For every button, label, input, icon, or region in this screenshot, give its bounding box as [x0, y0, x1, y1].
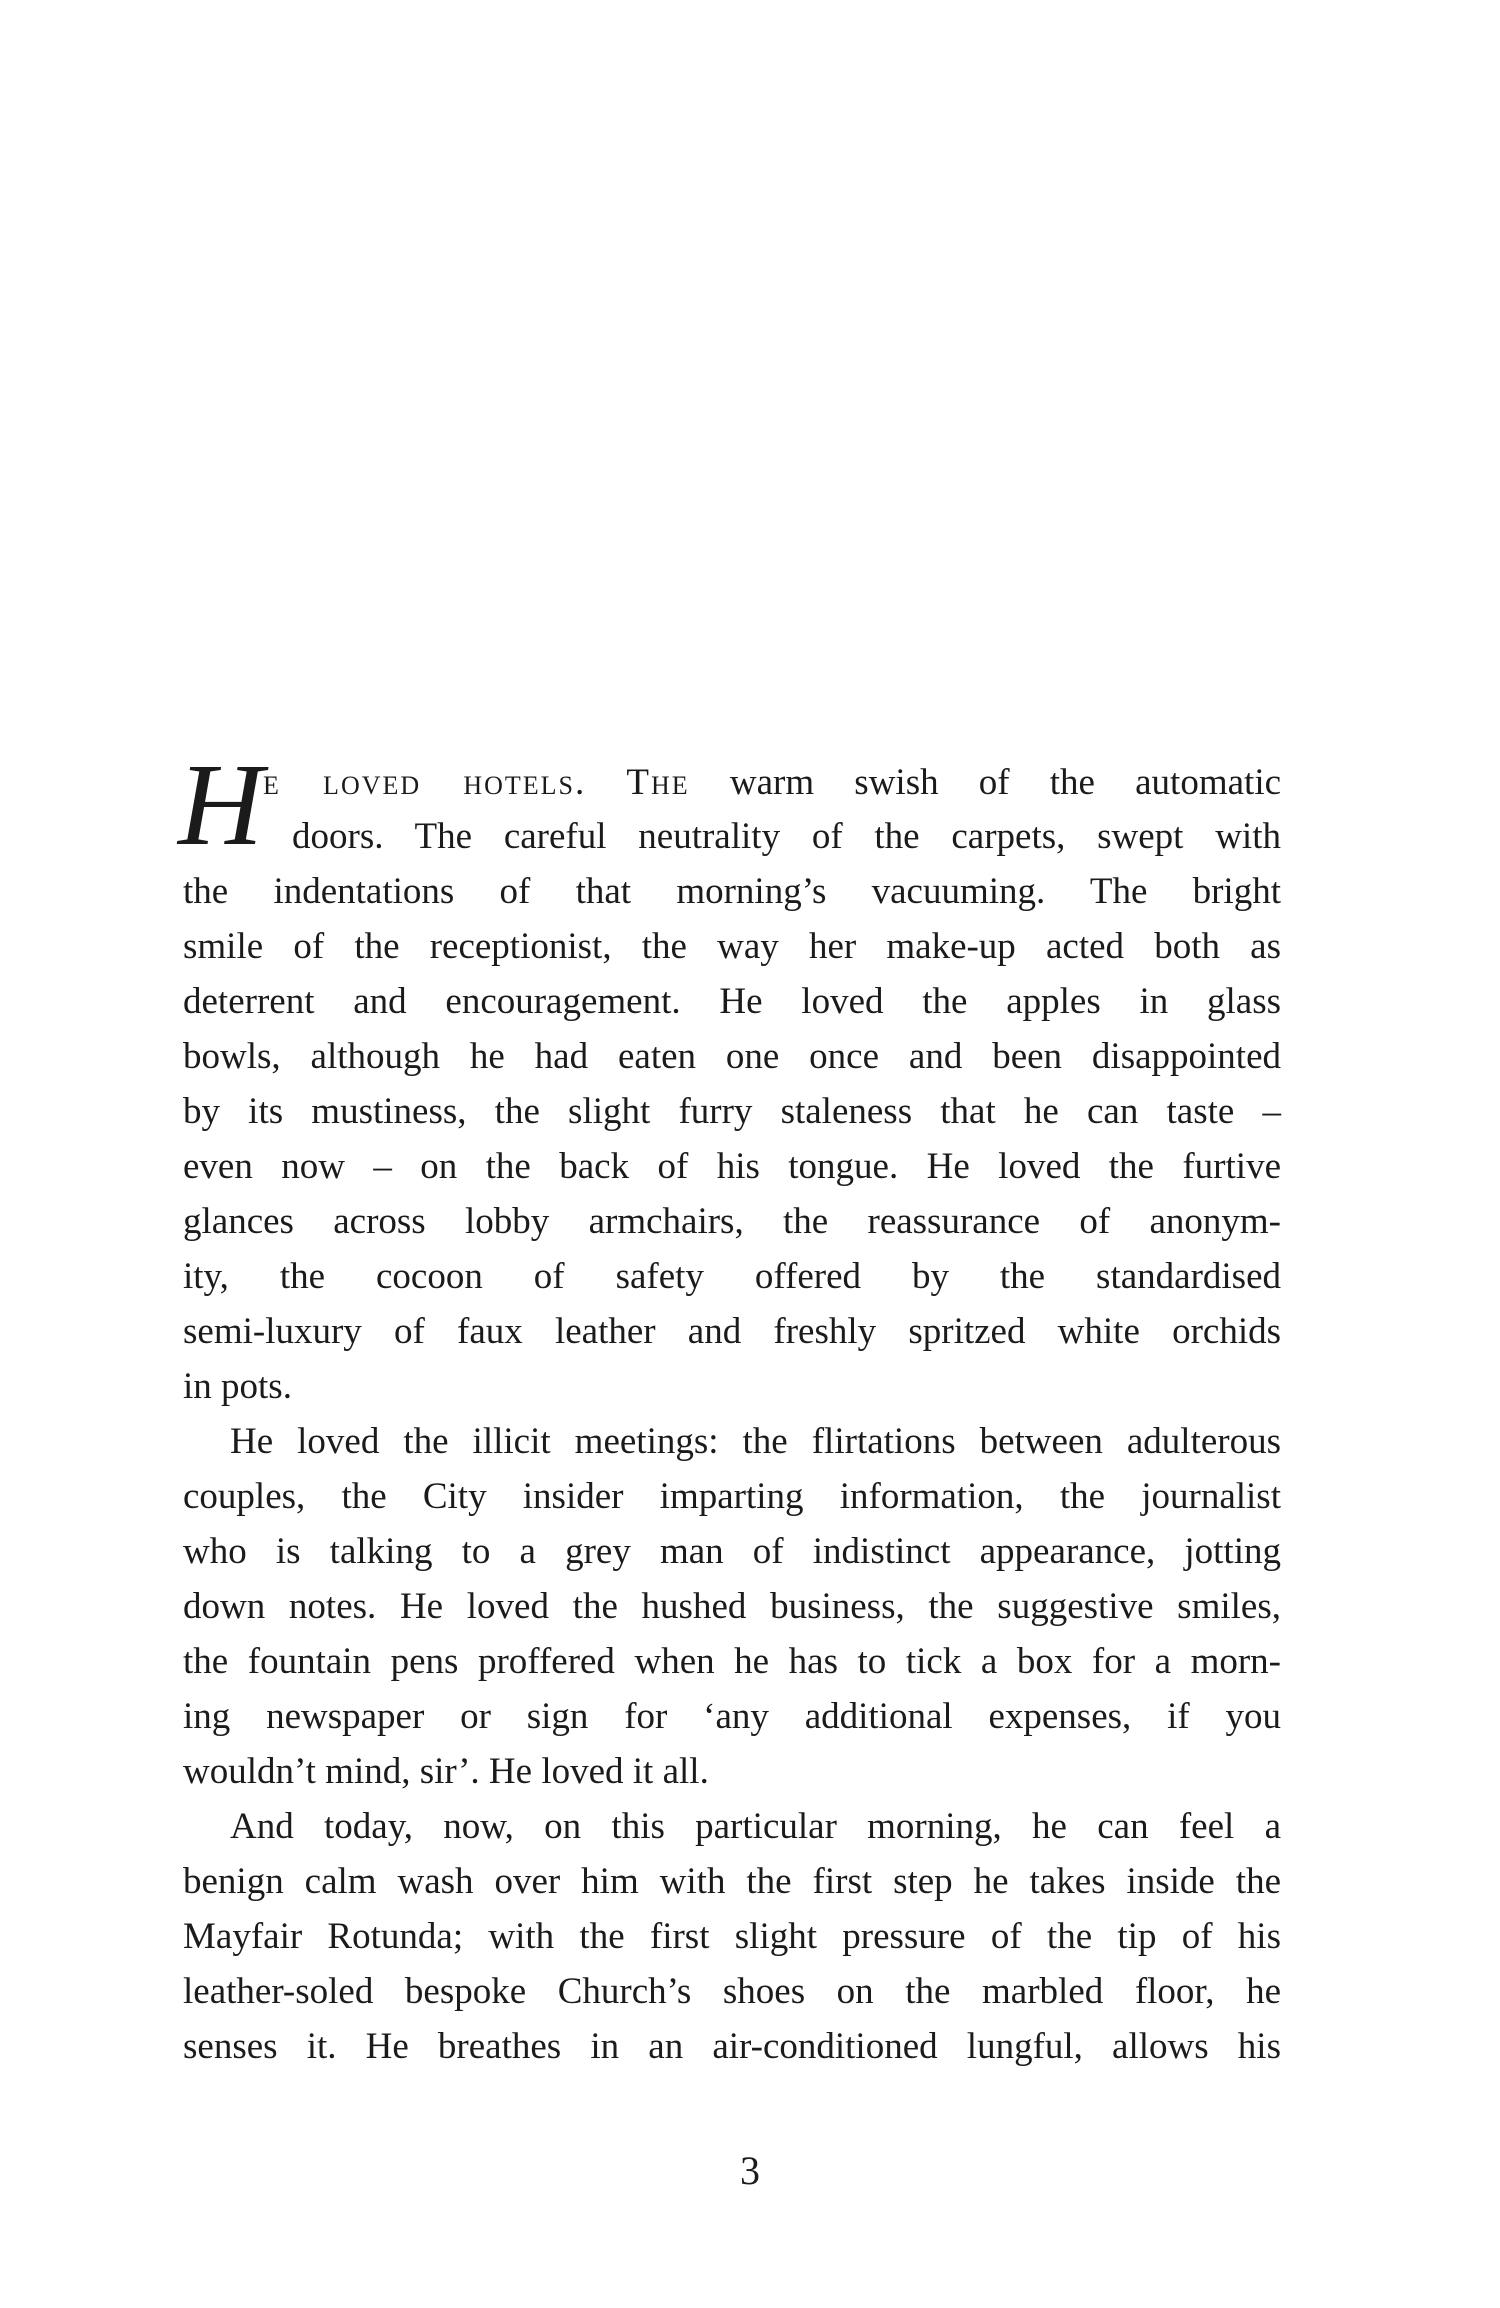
page-number: 3 [740, 2148, 760, 2193]
paragraph-line: glances across lobby armchairs, the reassurance of anonym- [183, 1201, 1281, 1242]
paragraph-line: senses it. He breathes in an air-conditioned lungful, allows his [183, 2026, 1281, 2067]
drop-cap: H [178, 739, 264, 870]
paragraph-line: ing newspaper or sign for ‘any additional expenses, if you [183, 1696, 1281, 1737]
paragraph-line: down notes. He loved the hushed business, the suggestive smiles, [183, 1586, 1281, 1627]
paragraph-line: leather-soled bespoke Church’s shoes on the marbled floor, he [183, 1971, 1281, 2012]
paragraph-line: benign calm wash over him with the first step he takes inside the [183, 1861, 1281, 1902]
paragraph-line: the fountain pens proffered when he has to tick a box for a morn- [183, 1641, 1281, 1682]
opening-line-1 [263, 756, 1281, 810]
paragraph-line: deterrent and encouragement. He loved the apples in glass [183, 981, 1281, 1022]
paragraph-line: couples, the City insider imparting information, the journalist [183, 1476, 1281, 1517]
paragraph-line: even now – on the back of his tongue. He loved the furtive [183, 1146, 1281, 1187]
lead-in-small-caps: e loved hotels. [263, 762, 587, 803]
paragraph-line: the indentations of that morning’s vacuuming. The bright [183, 871, 1281, 912]
paragraph-line: semi-luxury of faux leather and freshly spritzed white orchids [183, 1311, 1281, 1352]
paragraph-line: wouldn’t mind, sir’. He loved it all. [183, 1751, 709, 1792]
paragraph-line: who is talking to a grey man of indistinct appearance, jotting [183, 1531, 1281, 1572]
paragraph-line: bowls, although he had eaten one once and been disappointed [183, 1036, 1281, 1077]
paragraph-line: by its mustiness, the slight furry staleness that he can taste – [183, 1091, 1281, 1132]
paragraph-line: Mayfair Rotunda; with the first slight pressure of the tip of his [183, 1916, 1281, 1957]
opening-line-1-rest: warm swish of the automatic [729, 762, 1282, 803]
paragraph-line: And today, now, on this particular morning, he can feel a [230, 1806, 1281, 1847]
paragraph-line: ity, the cocoon of safety offered by the standardised [183, 1256, 1281, 1297]
paragraph-line: He loved the illicit meetings: the flirtations between adulterous [230, 1421, 1281, 1462]
lead-in-the: The [626, 762, 690, 803]
paragraph-line: in pots. [183, 1366, 292, 1407]
paragraph-line: doors. The careful neutrality of the carpets, swept with [292, 816, 1281, 857]
paragraph-line: smile of the receptionist, the way her make-up acted both as [183, 926, 1281, 967]
